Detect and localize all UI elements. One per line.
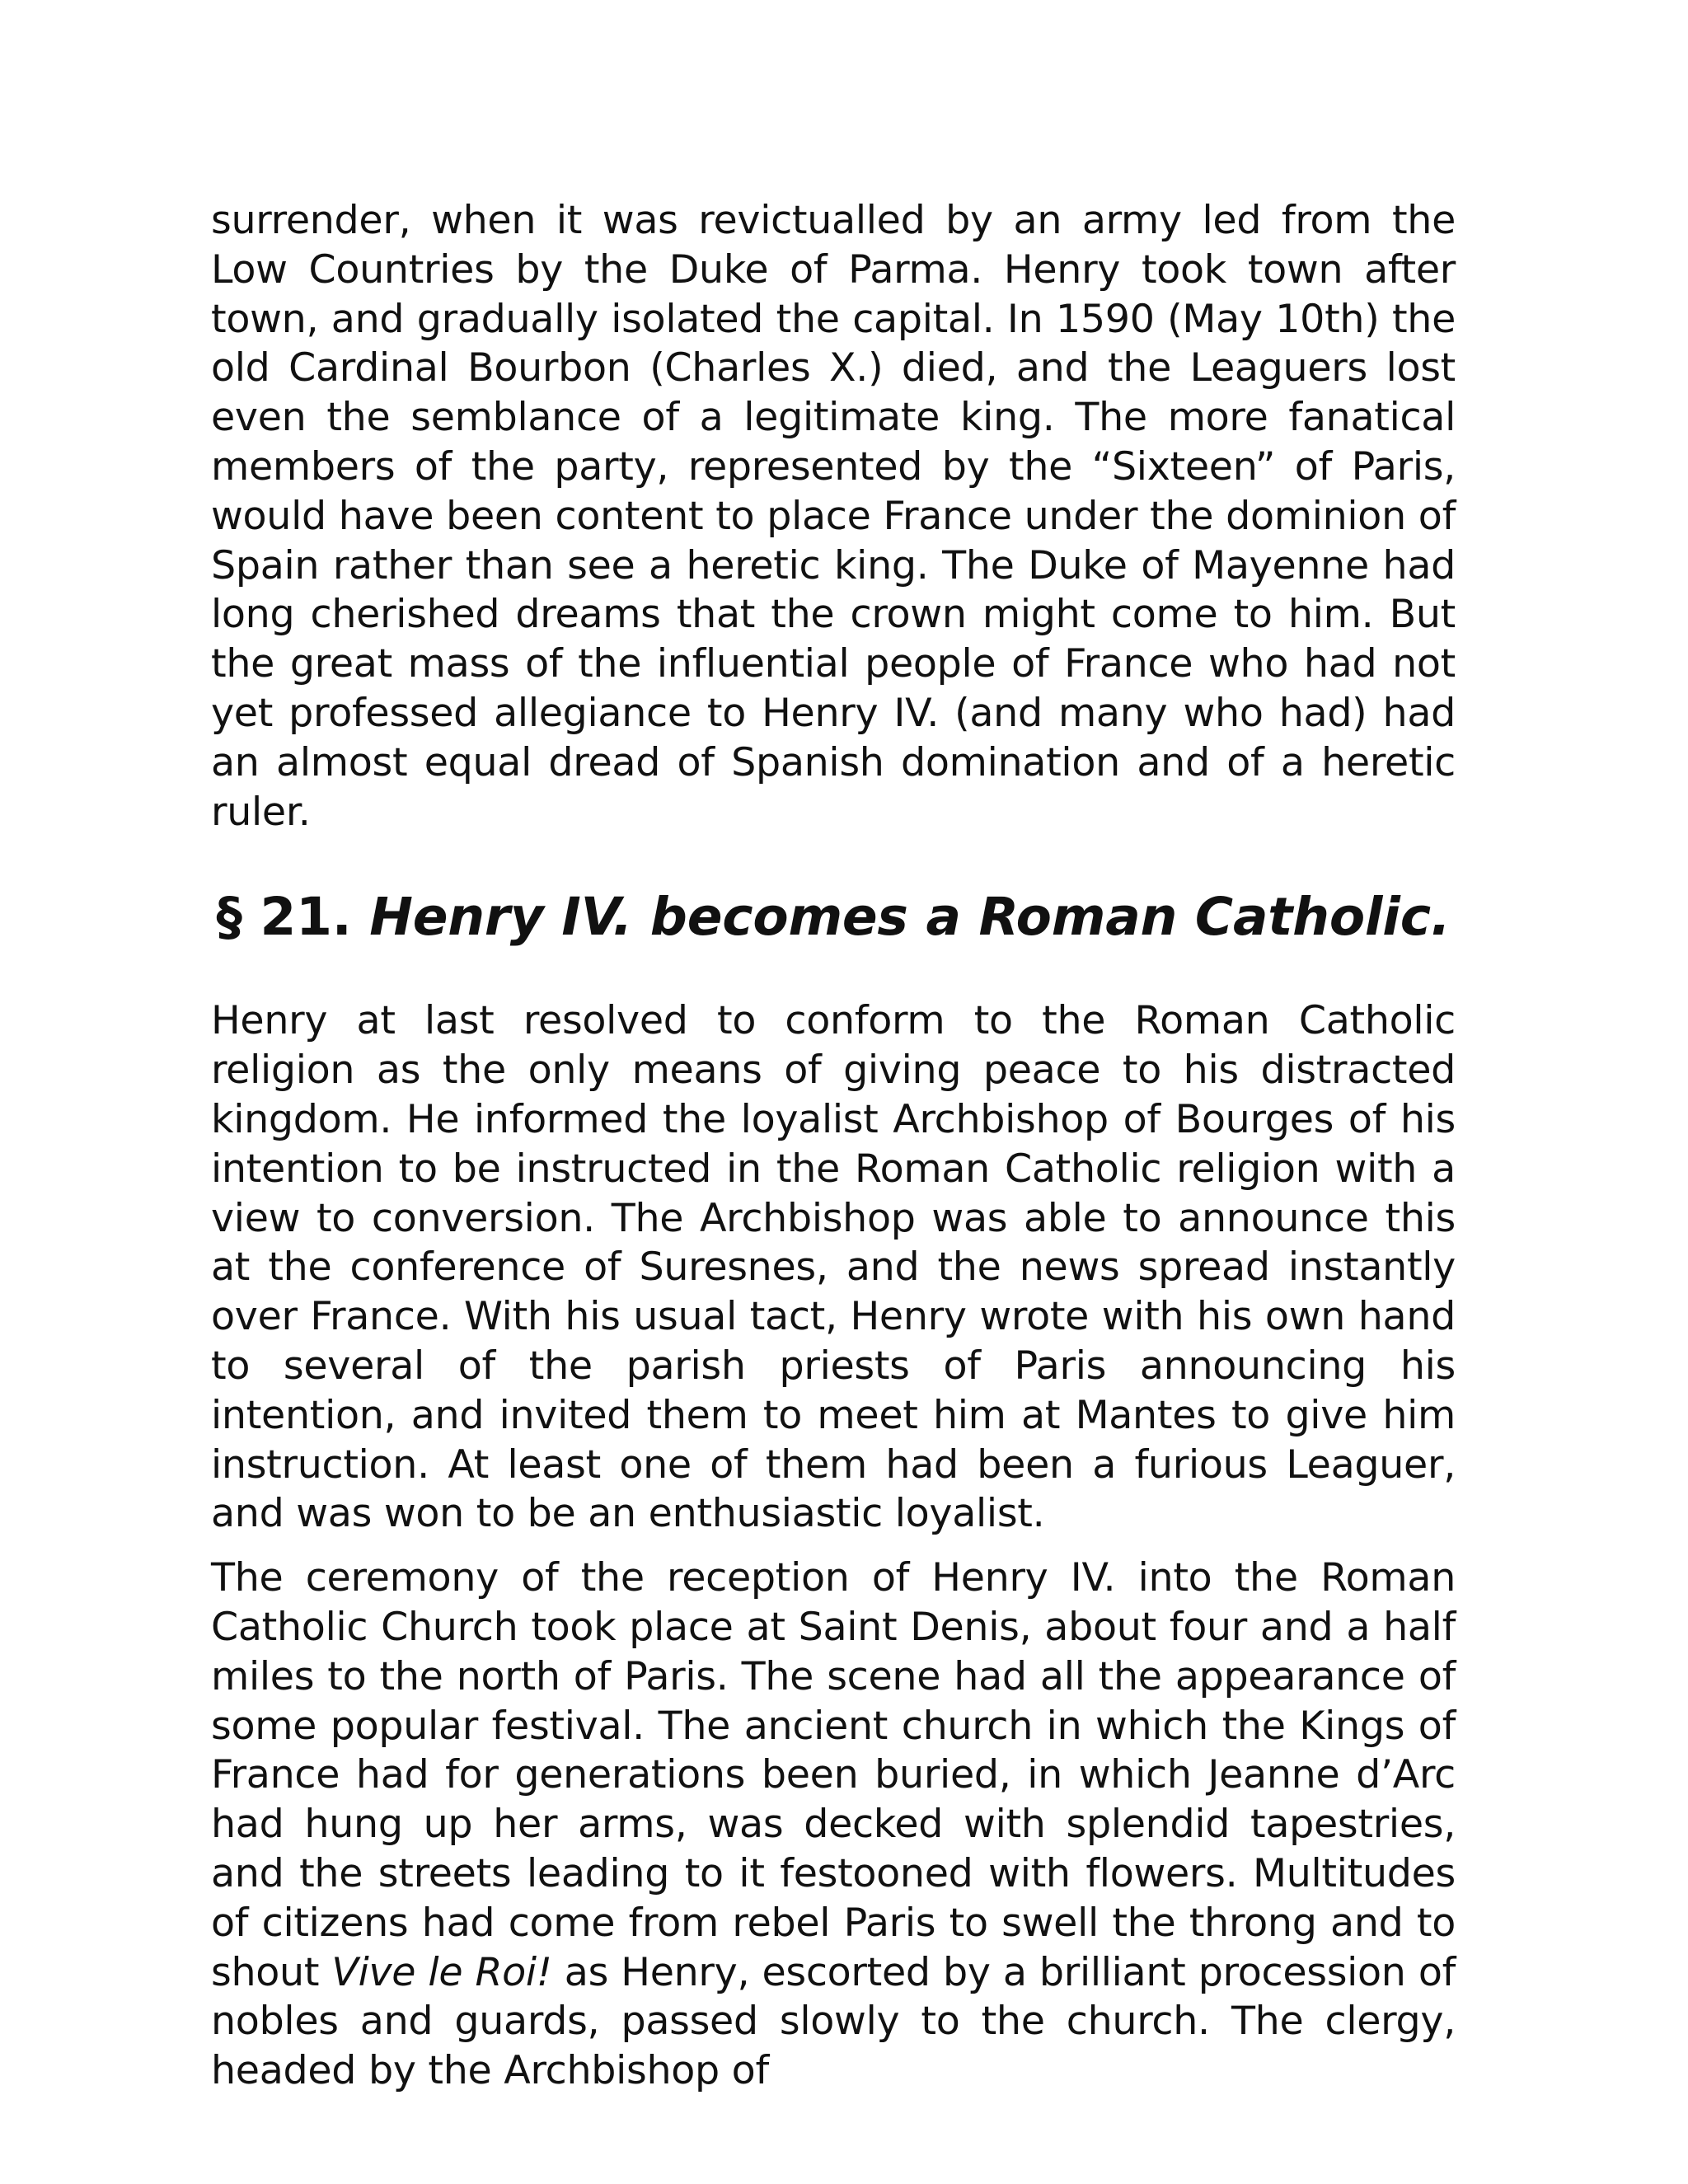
document-page [211,196,1456,2096]
italic-phrase-vive-le-roi: Vive le Roi! [331,1949,552,1995]
section-number: § 21. [216,887,352,948]
body-paragraph-1: Henry at last resolved to conform to the Roman Catholic religion as the only means of giving peace to his distracted kingdom. He informed the loyalist Archbishop of Bourges of his intention to be instructed in the Roman Catholic religion with a view to conversion. The Archbishop was able to announce this at the conference of Suresnes, and the news spread instantly over France. With his usual tact, Henry wrote with his own hand to several of the parish priests of Paris announcing his intention, and invited them to meet him at Mantes to give him instruction. At least one of them had been a furious Leaguer, and was won to be an enthusiastic loyalist. [211,998,1456,1537]
section-heading [211,886,1456,949]
paragraph-2-text-start: The ceremony of the reception of Henry IV. into the Roman Catholic Church took place at Saint Denis, about four and a half miles to the north of Paris. The scene had all the appearance of some popular festival. The ancient church in which the Kings of France had for generations been buried, in which Jeanne d’Arc had hung up her arms, was decked with splendid tapestries, and the streets leading to it festooned with flowers. Multitudes of citizens had come from rebel Paris to swell the throng and to shout [211,1555,1456,1995]
intro-paragraph: surrender, when it was revictualled by an army led from the Low Countries by the Duke of Parma. Henry took town after town, and gradually isolated the capital. In 1590 (May 10th) the old Cardinal Bourbon (Charles X.) died, and the Leaguers lost even the semblance of a legitimate king. The more fanatical members of the party, represented by the “Sixteen” of Paris, would have been content to place France under the dominion of Spain rather than see a heretic king. The Duke of Mayenne had long cherished dreams that the crown might come to him. But the great mass of the influential people of France who had not yet professed allegiance to Henry IV. (and many who had) had an almost equal dread of Spanish domination and of a heretic ruler. [211,198,1456,835]
body-paragraph-2 [211,1554,1456,2096]
paragraph-2-text-end: as Henry, escorted by a brilliant procession of nobles and guards, passed slowly to the church. The clergy, headed by the Archbishop of [211,1949,1456,2094]
section-title: Henry IV. becomes a Roman Catholic. [369,887,1451,948]
